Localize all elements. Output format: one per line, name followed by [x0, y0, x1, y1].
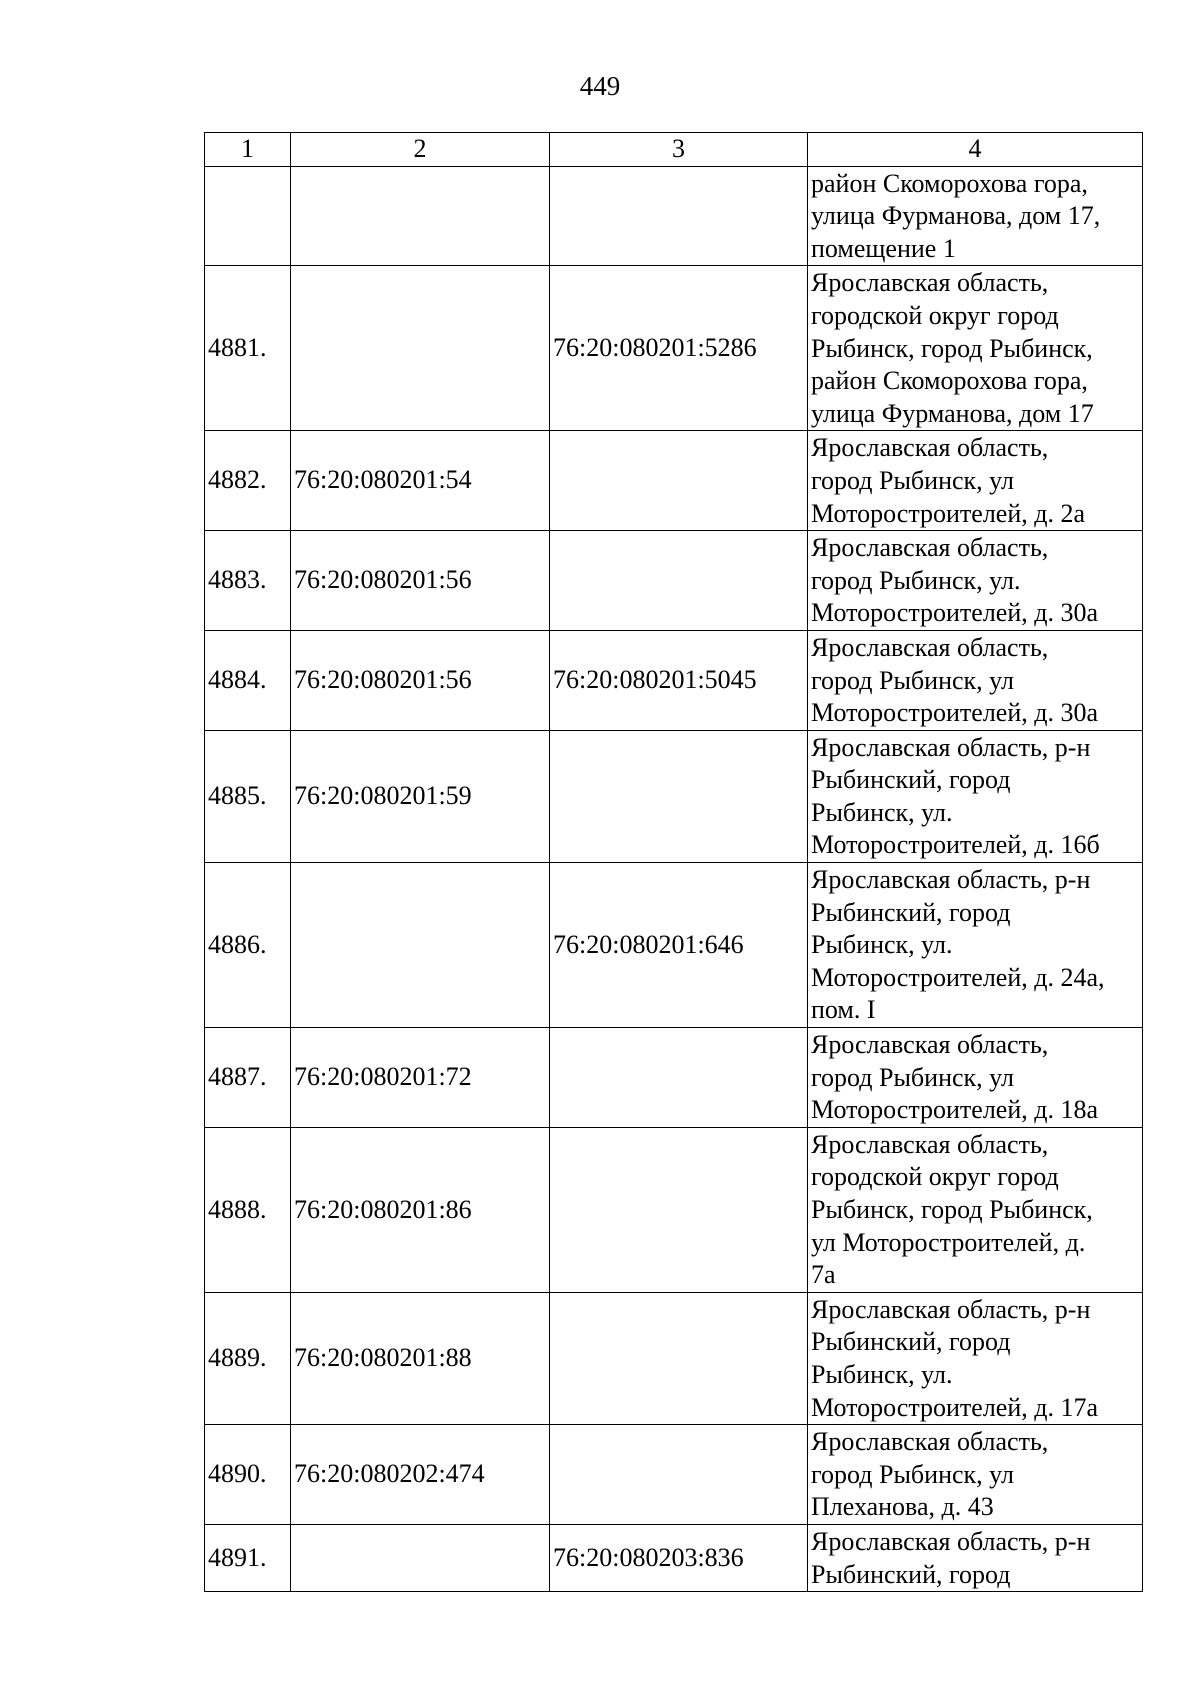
building-cadastral-number-cell	[550, 531, 808, 631]
address-line: пом. I	[811, 995, 876, 1025]
address-line: ул Моторостроителей, д.	[811, 1227, 1086, 1257]
address-cell	[808, 1425, 1143, 1525]
row-number-cell: 4891.	[205, 1524, 291, 1591]
cadastral-number-cell: 76:20:080201:86	[291, 1127, 550, 1292]
address-line: Ярославская область, р-н	[811, 1294, 1091, 1324]
cadastral-number-cell: 76:20:080202:474	[291, 1425, 550, 1525]
address-cell	[808, 630, 1143, 730]
row-number-cell: 4885.	[205, 730, 291, 862]
cadastral-number-cell: 76:20:080201:56	[291, 630, 550, 730]
address-cell	[808, 730, 1143, 862]
address-line: Рыбинский, город	[811, 765, 1011, 795]
cadastral-number-cell	[291, 863, 550, 1028]
row-number-cell: 4886.	[205, 863, 291, 1028]
building-cadastral-number-cell	[550, 1028, 808, 1128]
table-row	[205, 1028, 1143, 1128]
address-cell	[808, 431, 1143, 531]
address-line: Моторостроителей, д. 30а	[811, 698, 1099, 728]
cadastral-number-cell	[291, 1524, 550, 1591]
address-line: Рыбинск, ул.	[811, 930, 953, 960]
building-cadastral-number-cell: 76:20:080201:646	[550, 863, 808, 1028]
address-line: Ярославская область,	[811, 268, 1049, 298]
address-line: помещение 1	[811, 233, 956, 263]
table-row	[205, 1292, 1143, 1424]
registry-table	[204, 132, 1143, 1592]
row-number-cell: 4890.	[205, 1425, 291, 1525]
cadastral-number-cell	[291, 166, 550, 266]
address-line: Ярославская область,	[811, 1427, 1049, 1457]
address-line: Моторостроителей, д. 16б	[811, 830, 1100, 860]
address-line: Моторостроителей, д. 24а,	[811, 962, 1105, 992]
address-line: Моторостроителей, д. 30а	[811, 598, 1099, 628]
address-cell	[808, 1292, 1143, 1424]
address-line: Рыбинский, город	[811, 897, 1011, 927]
address-line: Ярославская область, р-н	[811, 1526, 1091, 1556]
header-cell-2: 2	[291, 133, 550, 167]
cadastral-number-cell: 76:20:080201:56	[291, 531, 550, 631]
table-row	[205, 166, 1143, 266]
address-line: Ярославская область,	[811, 1030, 1049, 1060]
cadastral-number-cell: 76:20:080201:54	[291, 431, 550, 531]
row-number-cell: 4883.	[205, 531, 291, 631]
address-line: Рыбинск, город Рыбинск,	[811, 1195, 1093, 1224]
address-line: район Скоморохова гора,	[811, 366, 1088, 396]
row-number-cell: 4881.	[205, 266, 291, 431]
table-row	[205, 863, 1143, 1028]
address-line: город Рыбинск, ул	[811, 1062, 1014, 1092]
building-cadastral-number-cell	[550, 730, 808, 862]
address-line: Ярославская область,	[811, 632, 1049, 662]
table-row	[205, 266, 1143, 431]
building-cadastral-number-cell	[550, 1292, 808, 1424]
address-cell	[808, 1524, 1143, 1591]
address-line: город Рыбинск, ул	[811, 665, 1014, 695]
address-line: Моторостроителей, д. 18а	[811, 1095, 1099, 1125]
address-line: Рыбинск, ул.	[811, 1359, 953, 1389]
table-row	[205, 730, 1143, 862]
building-cadastral-number-cell	[550, 166, 808, 266]
cadastral-number-cell	[291, 266, 550, 431]
address-line: Ярославская область,	[811, 1129, 1049, 1159]
row-number-cell	[205, 166, 291, 266]
address-line: район Скоморохова гора,	[811, 168, 1088, 198]
table-row	[205, 1127, 1143, 1292]
address-line: Рыбинск, город Рыбинск,	[811, 333, 1093, 363]
address-line: городской округ город	[811, 300, 1059, 330]
address-line: Рыбинск, ул.	[811, 797, 953, 827]
address-line: Рыбинский, город	[811, 1559, 1011, 1589]
table-row	[205, 630, 1143, 730]
address-line: городской округ город	[811, 1162, 1059, 1192]
building-cadastral-number-cell: 76:20:080203:836	[550, 1524, 808, 1591]
address-line: 7а	[811, 1260, 836, 1290]
table-row	[205, 431, 1143, 531]
address-cell	[808, 1127, 1143, 1292]
address-line: город Рыбинск, ул.	[811, 565, 1021, 595]
table-row	[205, 1425, 1143, 1525]
address-line: Ярославская область, р-н	[811, 865, 1091, 895]
row-number-cell: 4884.	[205, 630, 291, 730]
row-number-cell: 4889.	[205, 1292, 291, 1424]
building-cadastral-number-cell	[550, 431, 808, 531]
address-cell	[808, 266, 1143, 431]
address-line: Плеханова, д. 43	[811, 1492, 994, 1522]
address-line: город Рыбинск, ул	[811, 1459, 1014, 1489]
page-number: 449	[579, 71, 621, 101]
table-row	[205, 531, 1143, 631]
table-row	[205, 1524, 1143, 1591]
row-number-cell: 4887.	[205, 1028, 291, 1128]
address-line: Моторостроителей, д. 17а	[811, 1392, 1099, 1422]
row-number-cell: 4882.	[205, 431, 291, 531]
header-cell-1: 1	[205, 133, 291, 167]
address-line: улица Фурманова, дом 17,	[811, 201, 1101, 231]
address-cell	[808, 531, 1143, 631]
address-cell	[808, 1028, 1143, 1128]
address-cell	[808, 166, 1143, 266]
header-cell-4: 4	[808, 133, 1143, 167]
header-cell-3: 3	[550, 133, 808, 167]
address-line: Ярославская область,	[811, 433, 1049, 463]
cadastral-number-cell: 76:20:080201:72	[291, 1028, 550, 1128]
building-cadastral-number-cell: 76:20:080201:5045	[550, 630, 808, 730]
cadastral-number-cell: 76:20:080201:88	[291, 1292, 550, 1424]
address-line: Ярославская область,	[811, 533, 1049, 563]
table-header-row	[205, 133, 1143, 167]
address-line: Ярославская область, р-н	[811, 732, 1091, 762]
cadastral-number-cell: 76:20:080201:59	[291, 730, 550, 862]
building-cadastral-number-cell: 76:20:080201:5286	[550, 266, 808, 431]
row-number-cell: 4888.	[205, 1127, 291, 1292]
address-line: улица Фурманова, дом 17	[811, 398, 1094, 428]
address-line: город Рыбинск, ул	[811, 465, 1014, 495]
building-cadastral-number-cell	[550, 1127, 808, 1292]
address-cell	[808, 863, 1143, 1028]
building-cadastral-number-cell	[550, 1425, 808, 1525]
address-line: Моторостроителей, д. 2а	[811, 498, 1086, 528]
address-line: Рыбинский, город	[811, 1327, 1011, 1357]
